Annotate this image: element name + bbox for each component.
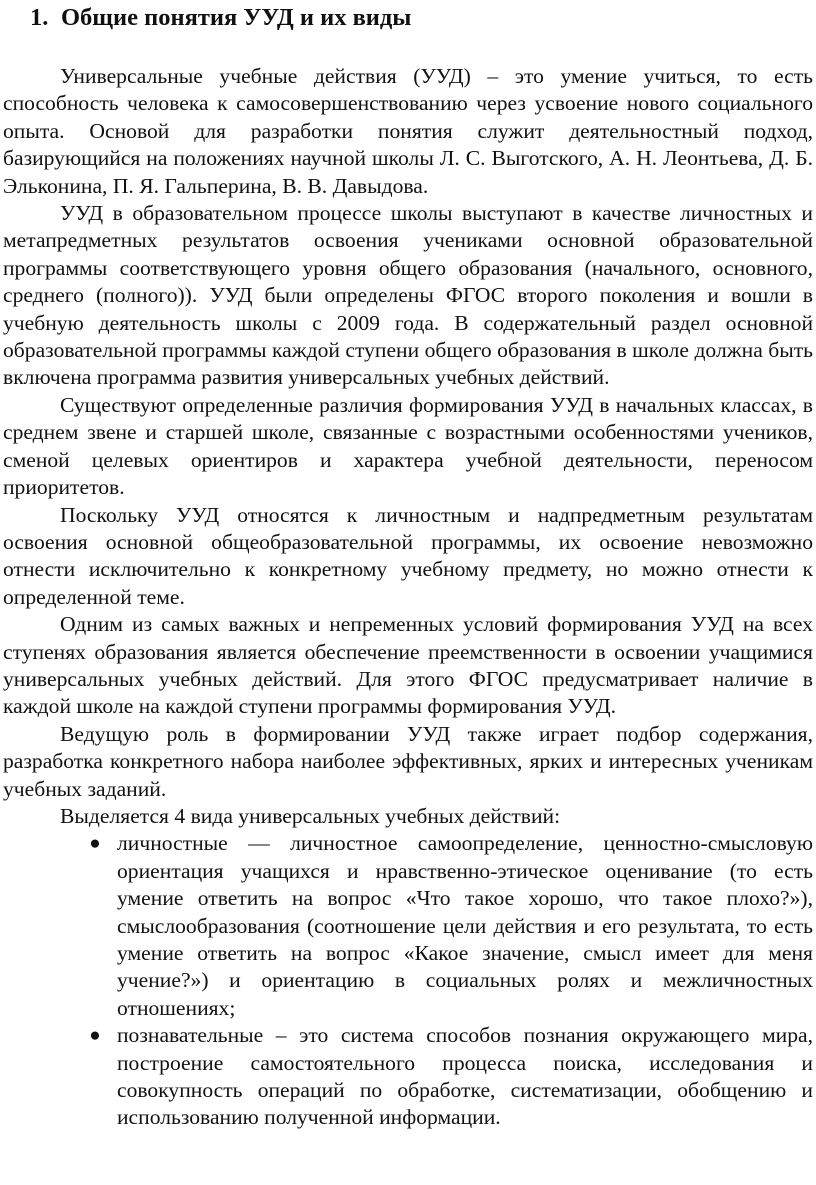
- paragraph: Существуют определенные различия формирования УУД в начальных классах, в среднем звене и старшей школе, связанные с возрастными особенностями учеников, сменой целевых ориентиров и характера учебной деятельности, переносом приоритетов.: [3, 392, 813, 500]
- bullet-icon: ●: [89, 1025, 101, 1047]
- list-item: [3, 1022, 813, 1132]
- paragraph: Универсальные учебные действия (УУД) – это умение учиться, то есть способность человека к самосовершенствованию через усвоение нового социального опыта. Основой для разработки понятия служит деятельностный подход, базирующийся на положениях научной школы Л. С. Выготского, А. Н. Леонтьева, Д. Б. Эльконина, П. Я. Гальперина, В. В. Давыдова.: [3, 64, 813, 198]
- paragraph: Поскольку УУД относятся к личностным и надпредметным результатам освоения основной общеобразовательной программы, их освоение невозможно отнести исключительно к конкретному учебному предмету, но можно отнести к определенной теме.: [3, 502, 813, 609]
- paragraph: УУД в образовательном процессе школы выступают в качестве личностных и метапредметных результатов освоения учениками основной образовательной программы соответствующего уровня общего образования (начального, основного, среднего (полного)). УУД были определены ФГОС второго поколения и вошли в учебную деятельность школы с 2009 года. В содержательный раздел основной образовательной программы каждой ступени общего образования в школе должна быть включена программа развития универсальных учебных действий.: [3, 201, 813, 390]
- section-heading: [30, 2, 411, 34]
- list-intro: Выделяется 4 вида универсальных учебных действий:: [60, 803, 561, 828]
- paragraph: Одним из самых важных и непременных условий формирования УУД на всех ступенях образования является обеспечение преемственности в освоении учащимися универсальных учебных действий. Для этого ФГОС предусматривает наличие в каждой школе на каждой ступени программы формирования УУД.: [3, 612, 813, 719]
- list-item-text: познавательные – это система способов познания окружающего мира, построение самостоятельного процесса поиска, исследования и совокупность операций по обработке, систематизации, обобщению и использованию полученной информации.: [117, 1023, 813, 1130]
- paragraph: Ведущую роль в формировании УУД также играет подбор содержания, разработка конкретного набора наиболее эффективных, ярких и интересных ученикам учебных заданий.: [3, 721, 813, 801]
- uud-types-list: [3, 830, 813, 1131]
- list-item-text: личностные — личностное самоопределение, ценностно-смысловую ориентация учащихся и нравственно-этическое оценивание (то есть умение ответить на вопрос «Что такое хорошо, что такое плохо?»), смыслообразования (соотношение цели действия и его результата, то есть умение ответить на вопрос «Какое значение, смысл имеет для меня учение?») и ориентацию в социальных ролях и межличностных отношениях;: [117, 831, 813, 1020]
- bullet-icon: ●: [89, 833, 101, 855]
- section-number: 1.: [30, 4, 49, 31]
- section-title: Общие понятия УУД и их виды: [61, 4, 412, 31]
- document-body: [3, 63, 813, 1132]
- list-item: [3, 830, 813, 1022]
